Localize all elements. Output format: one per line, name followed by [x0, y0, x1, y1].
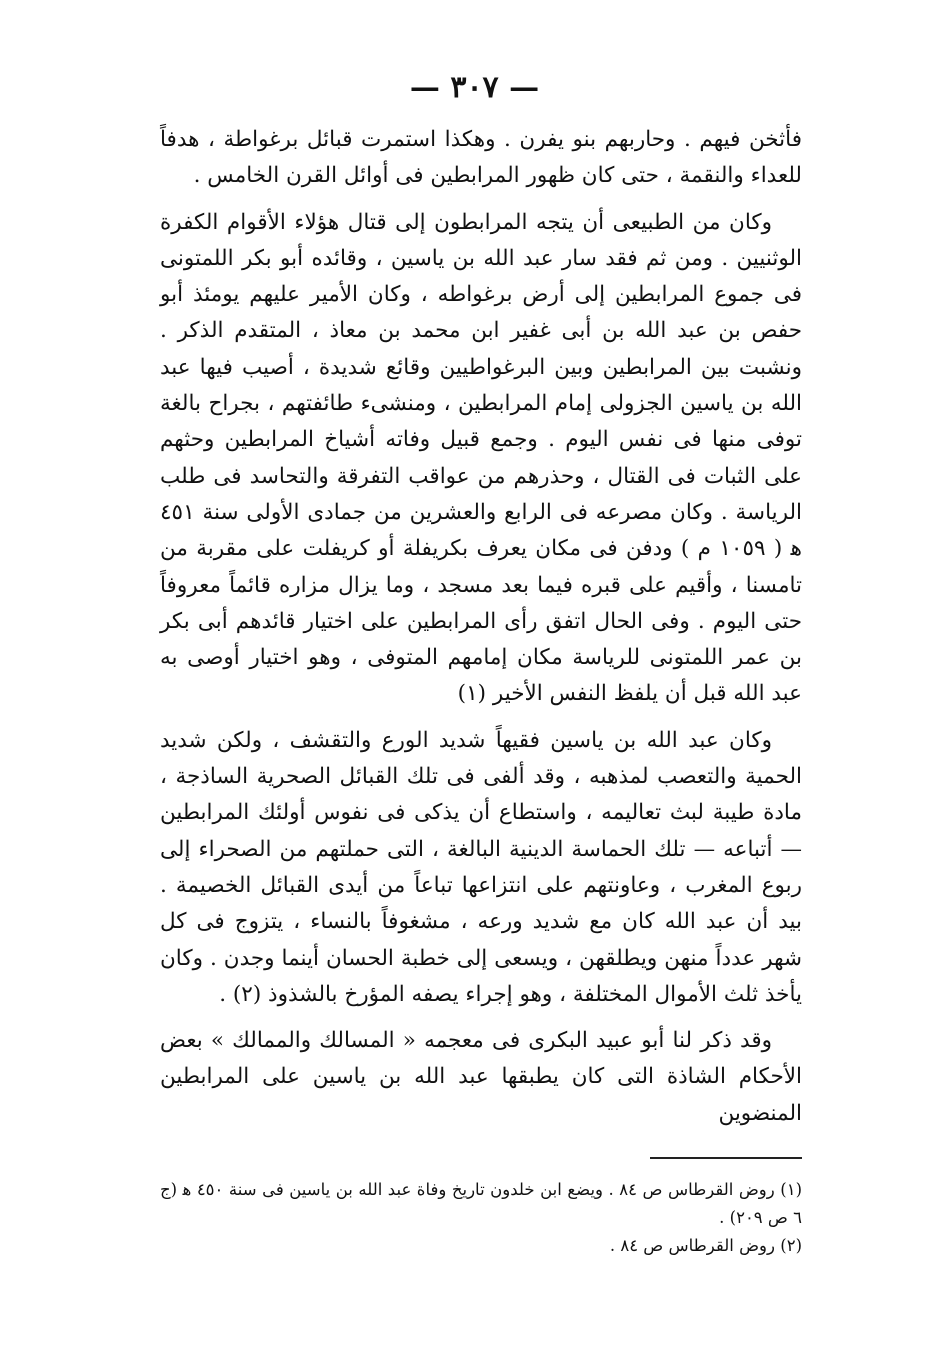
page-number: — ٣٠٧ — [409, 70, 540, 105]
body-text [160, 122, 802, 1142]
paragraph: وكان من الطبيعى أن يتجه المرابطون إلى قتال هؤلاء الأقوام الكفرة الوثنيين . ومن ثم فقد سار عبد الله بن ياسين ، وقائده أبو بكر اللمتونى فى جموع المرابطين إلى أرض برغواطه ، وكان الأمير عليهم يومئذ أبو حفص بن عبد الله بن أبى غفير ابن محمد بن معاذ ، المتقدم الذكر . ونشبت بين المرابطين وبين البرغواطيين وقائع شديدة ، أصيب فيها عبد الله بن ياسين الجزولى إمام المرابطين ، ومنشىء طائفتهم ، بجراح بالغة توفى منها فى نفس اليوم . وجمع قبيل وفاته أشياخ المرابطين وحثهم على الثبات فى القتال ، وحذرهم من عواقب التفرقة والتحاسد فى طلب الرياسة . وكان مصرعه فى الرابع والعشرين من جمادى الأولى سنة ٤٥١ ﻫ ( ١٠٥٩ م ) ودفن فى مكان يعرف بكريفلة أو كريفلت على مقربة من تامسنا ، وأقيم على قبره فيما بعد مسجد ، وما يزال مزاره قائماً معروفاً حتى اليوم . وفى الحال اتفق رأى المرابطين على اختيار قائدهم أبى بكر بن عمر اللمتونى للرياسة مكان إمامهم المتوفى ، وهو اختيار أوصى به عبد الله قبل أن يلفظ النفس الأخير (١) [160, 209, 802, 707]
footnote-divider [650, 1157, 802, 1159]
paragraph: فأثخن فيهم . وحاربهم بنو يفرن . وهكذا استمرت قبائل برغواطة ، هدفاً للعداء والنقمة ، حتى كان ظهور المرابطين فى أوائل القرن الخامس . [160, 127, 802, 189]
paragraph: وقد ذكر لنا أبو عبيد البكرى فى معجمه « المسالك والممالك » بعض الأحكام الشاذة التى كان يطبقها عبد الله بن ياسين على المرابطين المنضوين [160, 1028, 802, 1126]
footnotes [160, 1176, 802, 1260]
footnote: (٢) روض القرطاس ص ٨٤ . [609, 1236, 802, 1255]
paragraph: وكان عبد الله بن ياسين فقيهاً شديد الورع والتقشف ، ولكن شديد الحمية والتعصب لمذهبه ، وقد ألفى فى تلك القبائل الصحرية الساذجة ، مادة طيبة لبث تعاليمه ، واستطاع أن يذكى فى نفوس أولئك المرابطين — أتباعه — تلك الحماسة الدينية البالغة ، التى حملتهم من الصحراء إلى ربوع المغرب ، وعاونتهم على انتزاعها تباعاً من أيدى القبائل الخصيمة . بيد أن عبد الله كان مع شديد ورعه ، مشغوفاً بالنساء ، يتزوج فى كل شهر عدداً منهن ويطلقهن ، ويسعى إلى خطبة الحسان أينما وجدن . وكان يأخذ ثلث الأموال المختلفة ، وهو إجراء يصفه المؤرخ بالشذوذ (٢) . [160, 727, 803, 1007]
footnote: (١) روض القرطاس ص ٨٤ . ويضع ابن خلدون تاريخ وفاة عبد الله بن ياسين فى سنة ٤٥٠ ﻫ (ج ٦ ص ٢٠٩) . [160, 1180, 802, 1227]
